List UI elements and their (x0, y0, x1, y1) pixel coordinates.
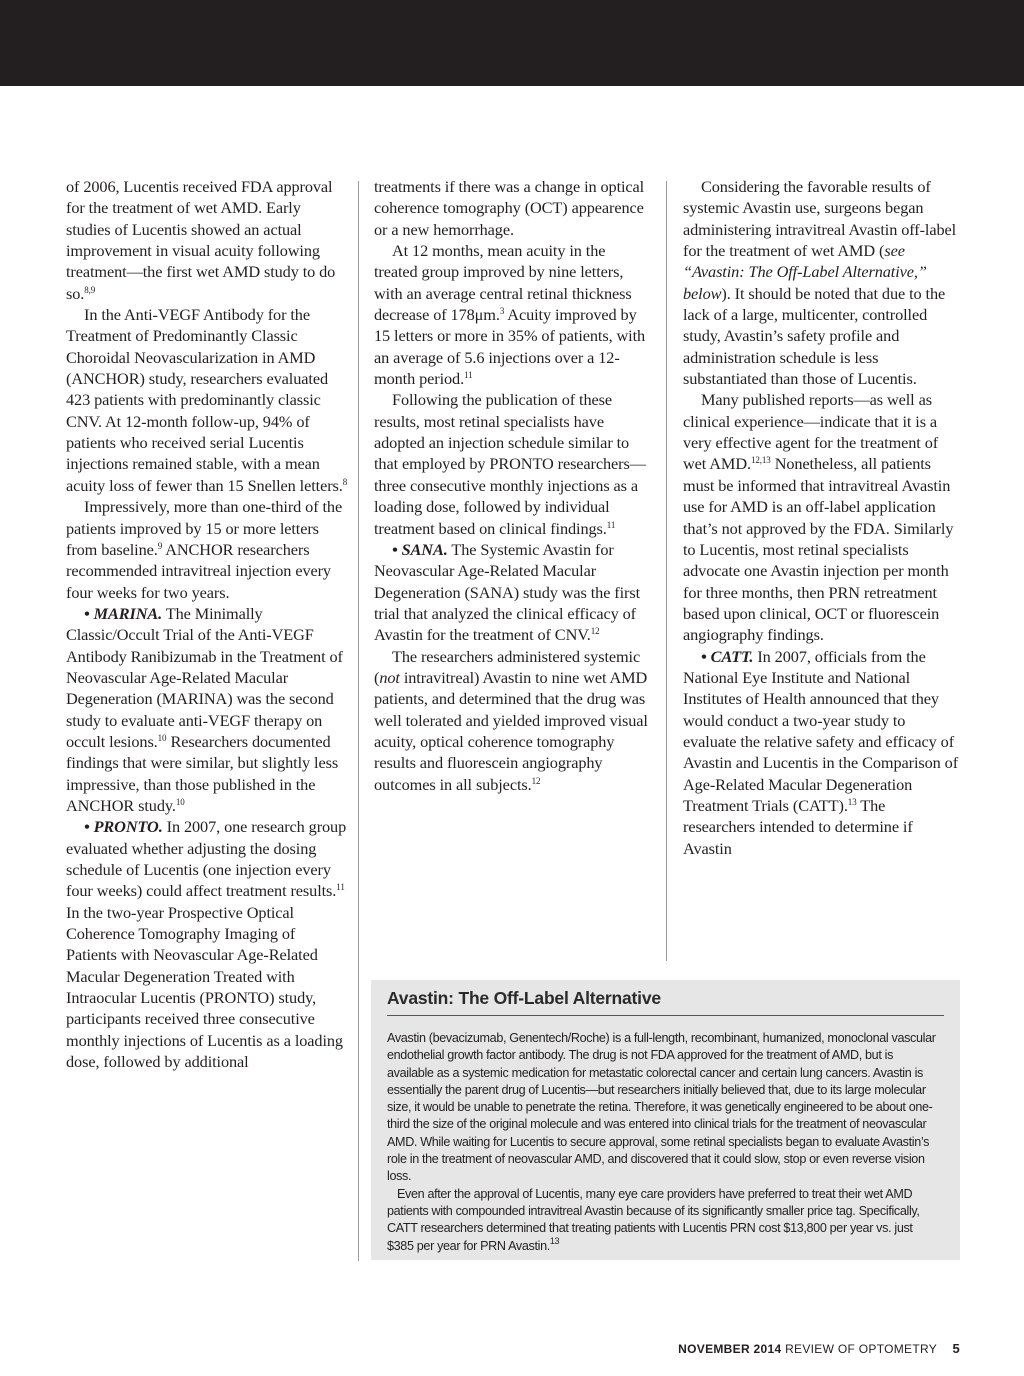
page-footer (660, 1341, 960, 1356)
paragraph: of 2006, Lucentis received FDA approval for the treatment of wet AMD. Early studies of Lucentis showed an actual improvement in visual acuity following treatment—the first wet AMD study to do so.$^{8,9}$ (66, 177, 336, 303)
issue-date: NOVEMBER 2014 (678, 1342, 782, 1356)
sana-paragraph: • SANA. The Systemic Avastin for Neovascular Age-Related Macular Degeneration (SANA) study was the first trial that analyzed the clinical efficacy of Avastin for the treatment of CNV.$^{12}$ (374, 539, 641, 645)
catt-paragraph: • CATT. In 2007, officials from the National Eye Institute and National Institutes of Health announced that they would conduct a two-year study to evaluate the relative safety and efficacy of Avastin and Lucentis in the Comparison of Age-Related Macular Degeneration Treatment Trials (CATT).$^{13}$ The researchers intended to determine if Avastin (683, 646, 959, 858)
pronto-heading: • PRONTO. (84, 817, 163, 837)
top-banner-bar (0, 0, 1024, 86)
sidebar-box (371, 980, 960, 1260)
paragraph: Considering the favorable results of systemic Avastin use, surgeons began administering intravitreal Avastin off-label for the treatment of wet AMD (see “Avastin: The Off-Label Alternative,” below). It should be noted that due to the lack of a large, multicenter, controlled study, Avastin’s safety profile and administration schedule is less substantiated than those of Lucentis. (683, 177, 957, 389)
column-divider (358, 181, 359, 1261)
publication-name: REVIEW OF OPTOMETRY (785, 1342, 937, 1356)
paragraph: Many published reports—as well as clinical experience—indicate that it is a very effective agent for the treatment of wet AMD.$^{12,13}$ Nonetheless, all patients must be informed that intravitreal Avastin use for AMD is an off-label application that’s not approved by the FDA. Similarly to Lucentis, most retinal specialists advocate one Avastin injection per month for three months, then PRN retreatment based upon clinical, OCT or fluorescein angiography findings. (683, 390, 954, 645)
paragraph: Avastin (bevacizumab, Genentech/Roche) is a full-length, recombinant, humanized, monoclonal vascular endothelial growth factor antibody. The drug is not FDA approved for the treatment of AMD, but is available as a systemic medication for metastatic colorectal cancer and certain lung cancers. Avastin is essentially the parent drug of Lucentis—but researchers initially believed that, due to its large molecular size, it would be unable to penetrate the retina. Therefore, it was genetically engineered to be about one-third the size of the original molecule and was entered into clinical trials for the treatment of neovascular AMD. While waiting for Lucentis to secure approval, some retinal specialists began to evaluate Avastin’s role in the treatment of neovascular AMD, and discovered that it could slow, stop or even reverse vision loss. (387, 1031, 936, 1184)
article-column-2 (374, 176, 648, 795)
marina-heading: • MARINA. (84, 603, 163, 623)
paragraph: treatments if there was a change in optical coherence tomography (OCT) appearence or a new hemorrhage. (374, 177, 645, 239)
sana-heading: • SANA. (392, 539, 448, 559)
paragraph: The researchers administered systemic (not intravitreal) Avastin to nine wet AMD patients, and determined that the drug was well tolerated and yielded improved visual acuity, optical coherence tomography results and fluorescein angiography outcomes in all subjects.$^{12}$ (374, 646, 648, 794)
marina-paragraph: • MARINA. The Minimally Classic/Occult Trial of the Anti-VEGF Antibody Ranibizumab in the Treatment of Neovascular Age-Related Macular Degeneration (MARINA) was the second study to evaluate anti-VEGF therapy on occult lesions.$^{10}$ Researchers documented findings that were similar, but slightly less impressive, than those published in the ANCHOR study.$^{10}$ (66, 603, 343, 815)
catt-heading: • CATT. (701, 646, 754, 666)
paragraph: At 12 months, mean acuity in the treated group improved by nine letters, with an average central retinal thickness decrease of 178μm.$^3$ Acuity improved by 15 letters or more in 35% of patients, with an average of 5.6 injections over a 12-month period.$^{11}$ (374, 241, 646, 389)
page-number: 5 (952, 1341, 960, 1356)
article-column-3 (683, 176, 959, 859)
article-column-1 (66, 176, 348, 1072)
paragraph: Even after the approval of Lucentis, many eye care providers have preferred to treat their wet AMD patients with compounded intravitreal Avastin because of its significantly smaller price tag. Specifically, CATT researchers determined that treating patients with Lucentis PRN cost $13,800 per year vs. just $385 per year for PRN Avastin.$^{13}$ (387, 1186, 920, 1253)
pronto-paragraph: • PRONTO. In 2007, one research group evaluated whether adjusting the dosing schedule of Lucentis (one injection every four weeks) could affect treatment results.$^{11}$ In the two-year Prospective Optical Coherence Tomography Imaging of Patients with Neovascular Age-Related Macular Degeneration Treated with Intraocular Lucentis (PRONTO) study, participants received three consecutive monthly injections of Lucentis as a loading dose, followed by additional (66, 817, 347, 1072)
paragraph: In the Anti-VEGF Antibody for the Treatment of Predominantly Classic Choroidal Neovascularization in AMD (ANCHOR) study, researchers evaluated 423 patients with predominantly classic CNV. At 12-month follow-up, 94% of patients who received serial Lucentis injections remained stable, with a mean acuity loss of fewer than 15 Snellen letters.$^8$ (66, 305, 348, 495)
sidebar-body (387, 1030, 944, 1255)
paragraph: Following the publication of these results, most retinal specialists have adopted an injection schedule similar to that employed by PRONTO researchers—three consecutive monthly injections as a loading dose, followed by individual treatment based on clinical findings.$^{11}$ (374, 390, 646, 538)
column-divider (666, 181, 667, 961)
paragraph: Impressively, more than one-third of the patients improved by 15 or more letters from baseline.$^9$ ANCHOR researchers recommended intravitreal injection every four weeks for two years. (66, 497, 343, 602)
sidebar-title: Avastin: The Off-Label Alternative (387, 988, 944, 1016)
